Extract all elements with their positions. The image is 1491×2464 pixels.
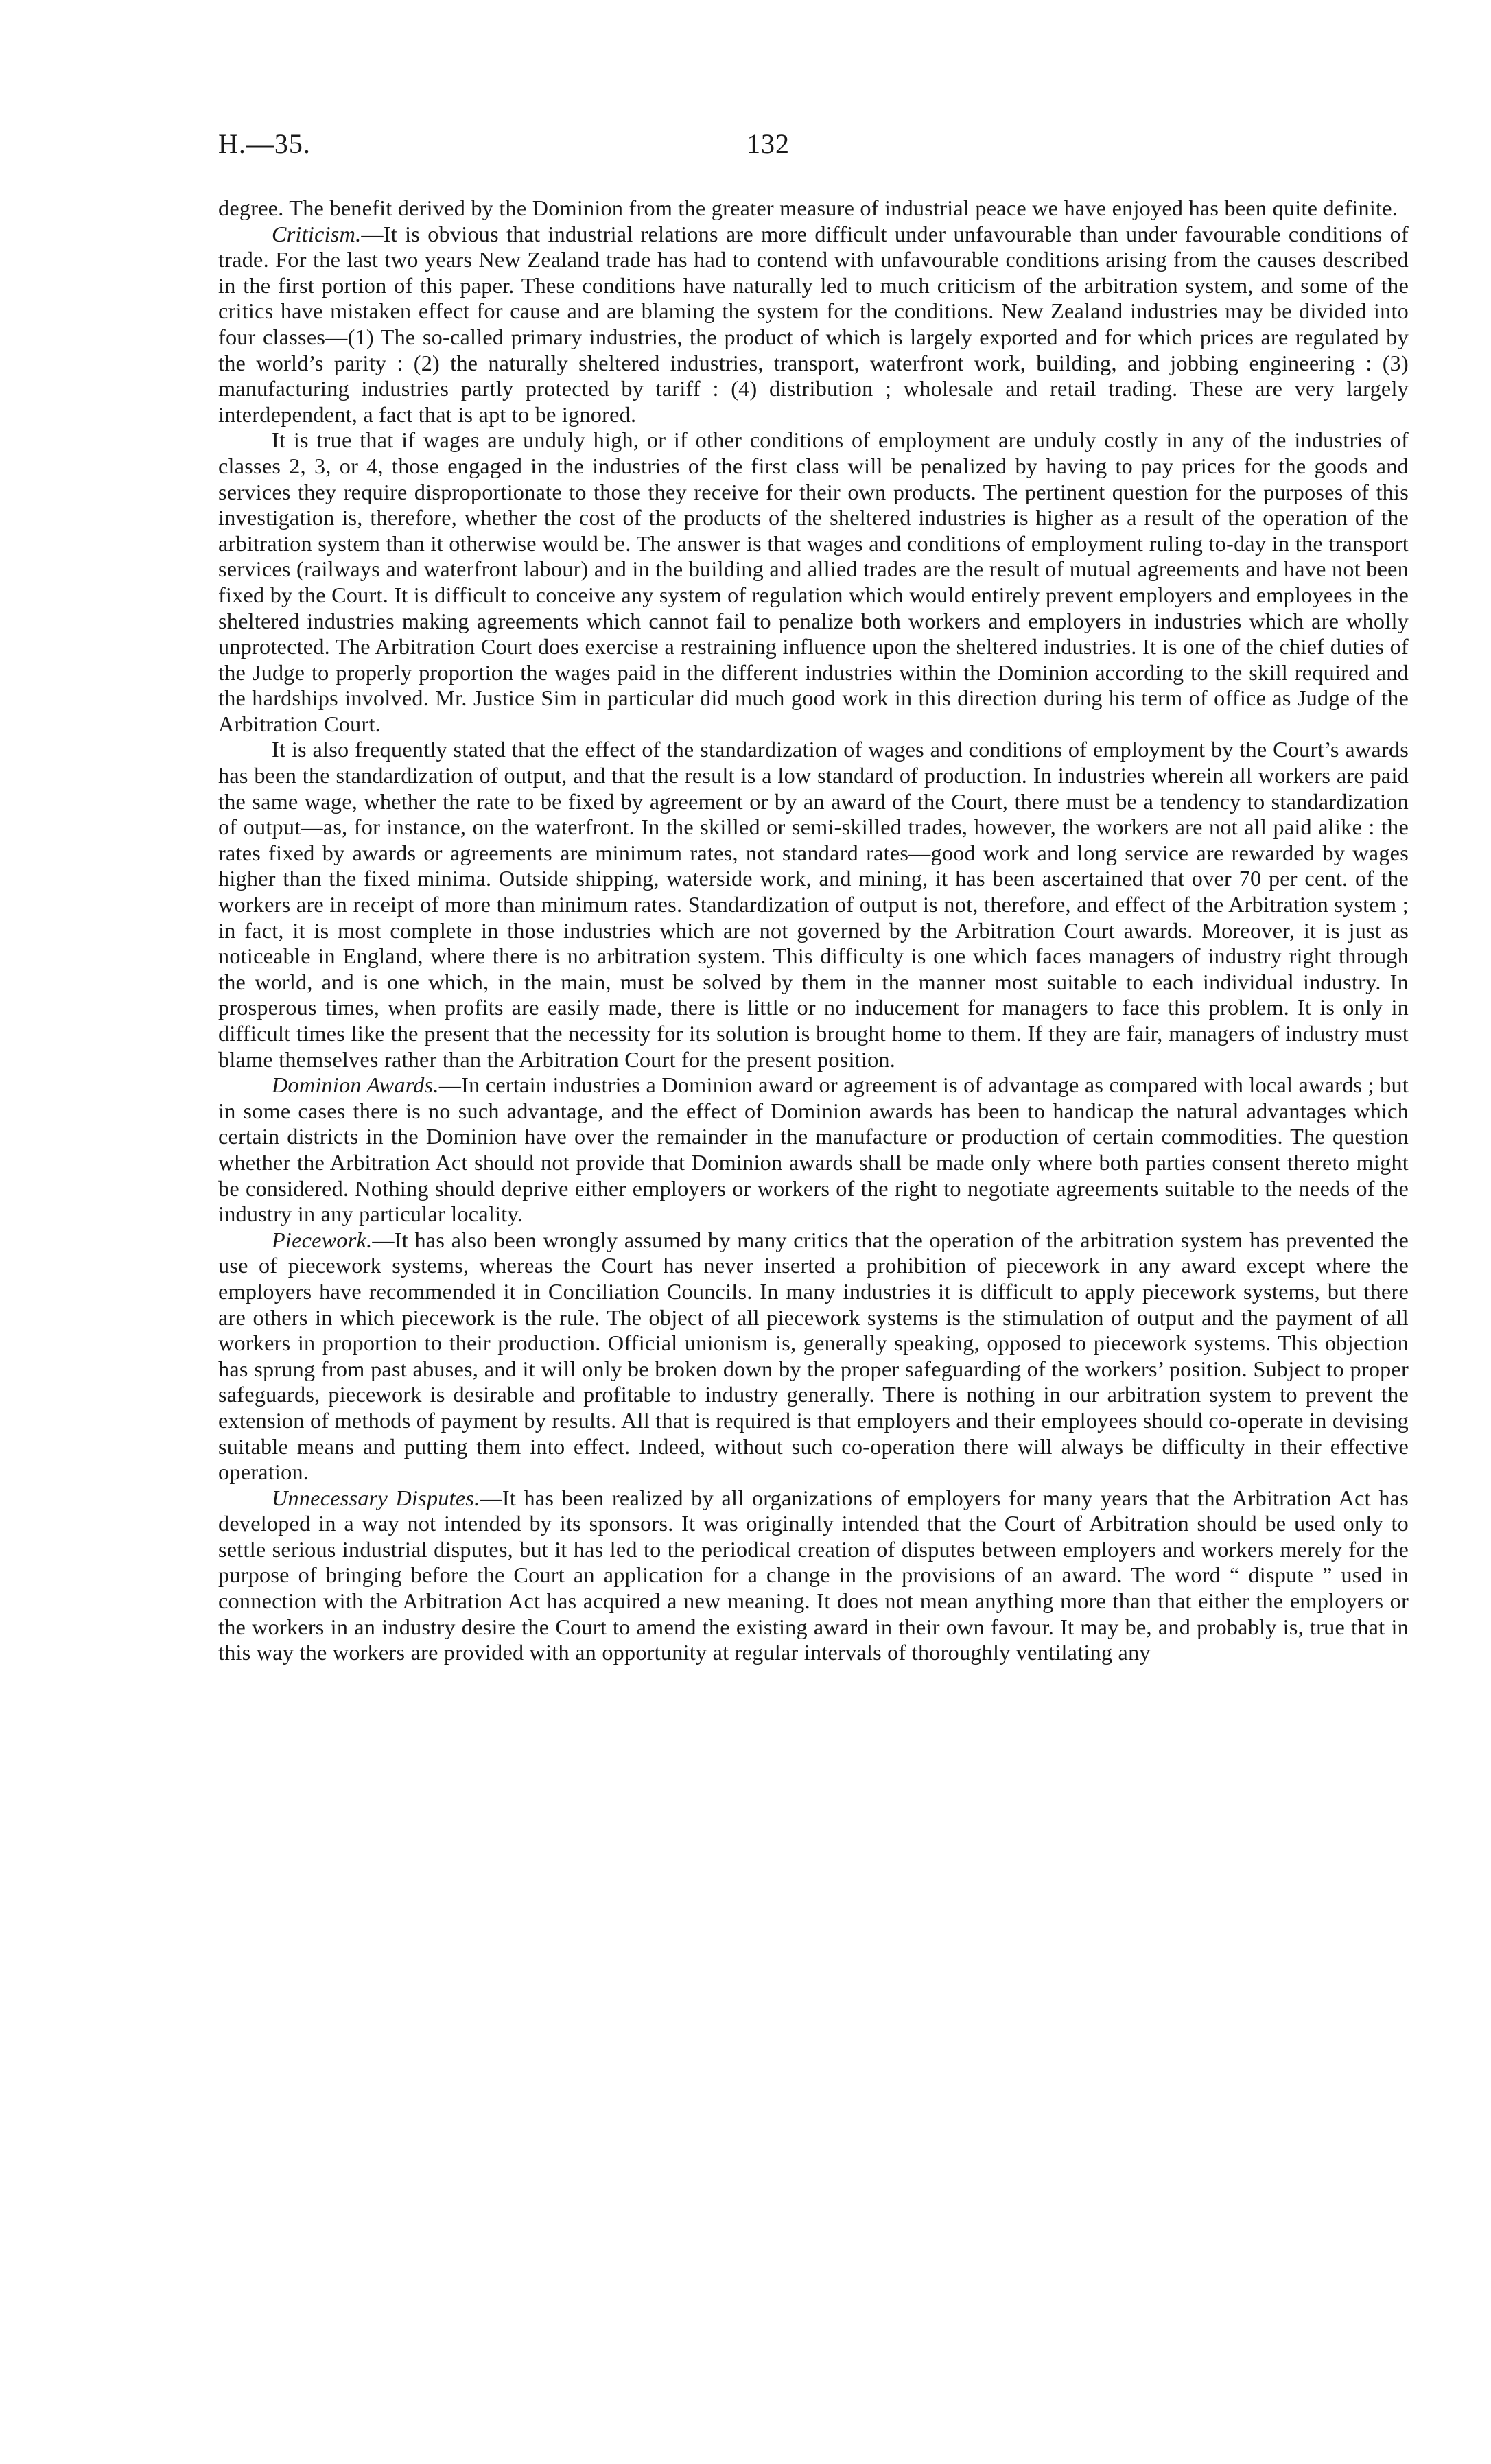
paragraph-standardization (218, 737, 1409, 1072)
body-text (218, 196, 1409, 1666)
section-heading-piecework: Piecework. (272, 1227, 373, 1252)
paragraph-text: It is true that if wages are unduly high, or if other conditions of employment are unduly costly in any of the industries of classes 2, 3, or 4, those engaged in the industries of the first class will be penalized by having to pay prices for the goods and services they require disproportionate to those they receive for their own products. The pertinent question for the purposes of this investigation is, therefore, whether the cost of the products of the sheltered industries is higher as a result of the operation of the arbitration system than it otherwise would be. The answer is that wages and conditions of employment ruling to-day in the transport services (railways and waterfront labour) and in the building and allied trades are the result of mutual agreements and have not been fixed by the Court. It is difficult to conceive any system of regulation which would entirely prevent employers and employees in the sheltered industries making agreements which cannot fail to penalize both workers and employers in industries which are wholly unprotected. The Arbitration Court does exercise a restraining influence upon the sheltered industries. It is one of the chief duties of the Judge to properly proportion the wages paid in the different industries within the Dominion according to the skill required and the hardships involved. Mr. Justice Sim in particular did much good work in this direction during his term of office as Judge of the Arbitration Court. (218, 427, 1409, 736)
page-number: 132 (747, 128, 790, 159)
paragraph-text: —In certain industries a Dominion award or agreement is of advantage as compared with local awards ; but in some cases there is no such advantage, and the effect of Dominion awards has been to handicap the natural advantages which certain districts in the Dominion have over the remainder in the manufacture or production of certain commodities. The question whether the Arbitration Act should not provide that Dominion awards shall be made only where both parties consent thereto might be considered. Nothing should deprive either employers or workers of the right to negotiate agreements suitable to the needs of the industry in any particular locality. (218, 1072, 1409, 1227)
page-header (218, 128, 1409, 166)
paragraph-dominion-awards (218, 1072, 1409, 1228)
paragraph-text: degree. The benefit derived by the Dominion from the greater measure of industrial peace we have enjoyed has been quite definite. (218, 196, 1398, 220)
section-heading-criticism: Criticism. (272, 221, 362, 246)
document-reference: H.—35. (218, 128, 311, 159)
paragraph-sheltered-industries (218, 427, 1409, 737)
paragraph-piecework (218, 1228, 1409, 1486)
paragraph-text: —It has been realized by all organizations of employers for many years that the Arbitration Act has developed in a way not intended by its sponsors. It was originally intended that the Court of Arbitration should be used only to settle serious industrial disputes, but it has led to the periodical creation of disputes between employers and workers merely for the purpose of bringing before the Court an application for a change in the provisions of an award. The word “ dispute ” used in connection with the Arbitration Act has acquired a new meaning. It does not mean anything more than that either the employers or the workers in an industry desire the Court to amend the existing award in their own favour. It may be, and probably is, true that in this way the workers are provided with an opportunity at regular intervals of thoroughly ventilating any (218, 1485, 1409, 1665)
paragraph-criticism (218, 222, 1409, 428)
section-heading-unnecessary-disputes: Unnecessary Disputes. (272, 1485, 480, 1510)
paragraph-text: —It is obvious that industrial relations are more difficult under unfavourable than under favourable conditions of trade. For the last two years New Zealand trade has had to contend with unfavourable conditions arising from the causes described in the first portion of this paper. These conditions have naturally led to much criticism of the arbitration system, and some of the critics have mistaken effect for cause and are blaming the system for the conditions. New Zealand industries may be divided into four classes—(1) The so-called primary industries, the product of which is largely exported and for which prices are regulated by the world’s parity : (2) the naturally sheltered industries, transport, waterfront work, building, and jobbing engineering : (3) manufacturing industries partly protected by tariff : (4) distribution ; wholesale and retail trading. These are very largely interdependent, a fact that is apt to be ignored. (218, 221, 1409, 427)
paragraph-text: —It has also been wrongly assumed by many critics that the operation of the arbitration system has prevented the use of piecework systems, whereas the Court has never inserted a prohibition of piecework in any award except where the employers have recommended it in Conciliation Councils. In many industries it is difficult to apply piecework systems, but there are others in which piecework is the rule. The object of all piecework systems is the stimulation of output and the payment of all workers in proportion to their production. Official unionism is, generally speaking, opposed to piecework systems. This objection has sprung from past abuses, and it will only be broken down by the proper safeguarding of the workers’ position. Subject to proper safeguards, piecework is desirable and profitable to industry generally. There is nothing in our arbitration system to prevent the extension of methods of payment by results. All that is required is that employers and their employees should co-operate in devising suitable means and putting them into effect. Indeed, without such co-operation there will always be difficulty in their effective operation. (218, 1227, 1409, 1485)
section-heading-dominion-awards: Dominion Awards. (272, 1072, 439, 1098)
paragraph-text: It is also frequently stated that the effect of the standardization of wages and conditions of employment by the Court’s awards has been the standardization of output, and that the result is a low standard of production. In industries wherein all workers are paid the same wage, whether the rate to be fixed by agreement or by an award of the Court, there must be a tendency to standardization of output—as, for instance, on the waterfront. In the skilled or semi-skilled trades, however, the workers are not all paid alike : the rates fixed by awards or agreements are minimum rates, not standard rates—good work and long service are rewarded by wages higher than the fixed minima. Outside shipping, waterside work, and mining, it has been ascertained that over 70 per cent. of the workers are in receipt of more than minimum rates. Standardization of output is not, therefore, and effect of the Arbitration system ; in fact, it is most complete in those industries which are not governed by the Arbitration Court awards. Moreover, it is just as noticeable in England, where there is no arbitration system. This difficulty is one which faces managers of industry right through the world, and is one which, in the main, must be solved by them in the manner most suitable to each individual industry. In prosperous times, when profits are easily made, there is little or no inducement for managers to face this problem. It is only in difficult times like the present that the necessity for its solution is brought home to them. If they are fair, managers of industry must blame themselves rather than the Arbitration Court for the present position. (218, 737, 1409, 1072)
paragraph-continuation (218, 196, 1409, 222)
paragraph-unnecessary-disputes (218, 1486, 1409, 1666)
